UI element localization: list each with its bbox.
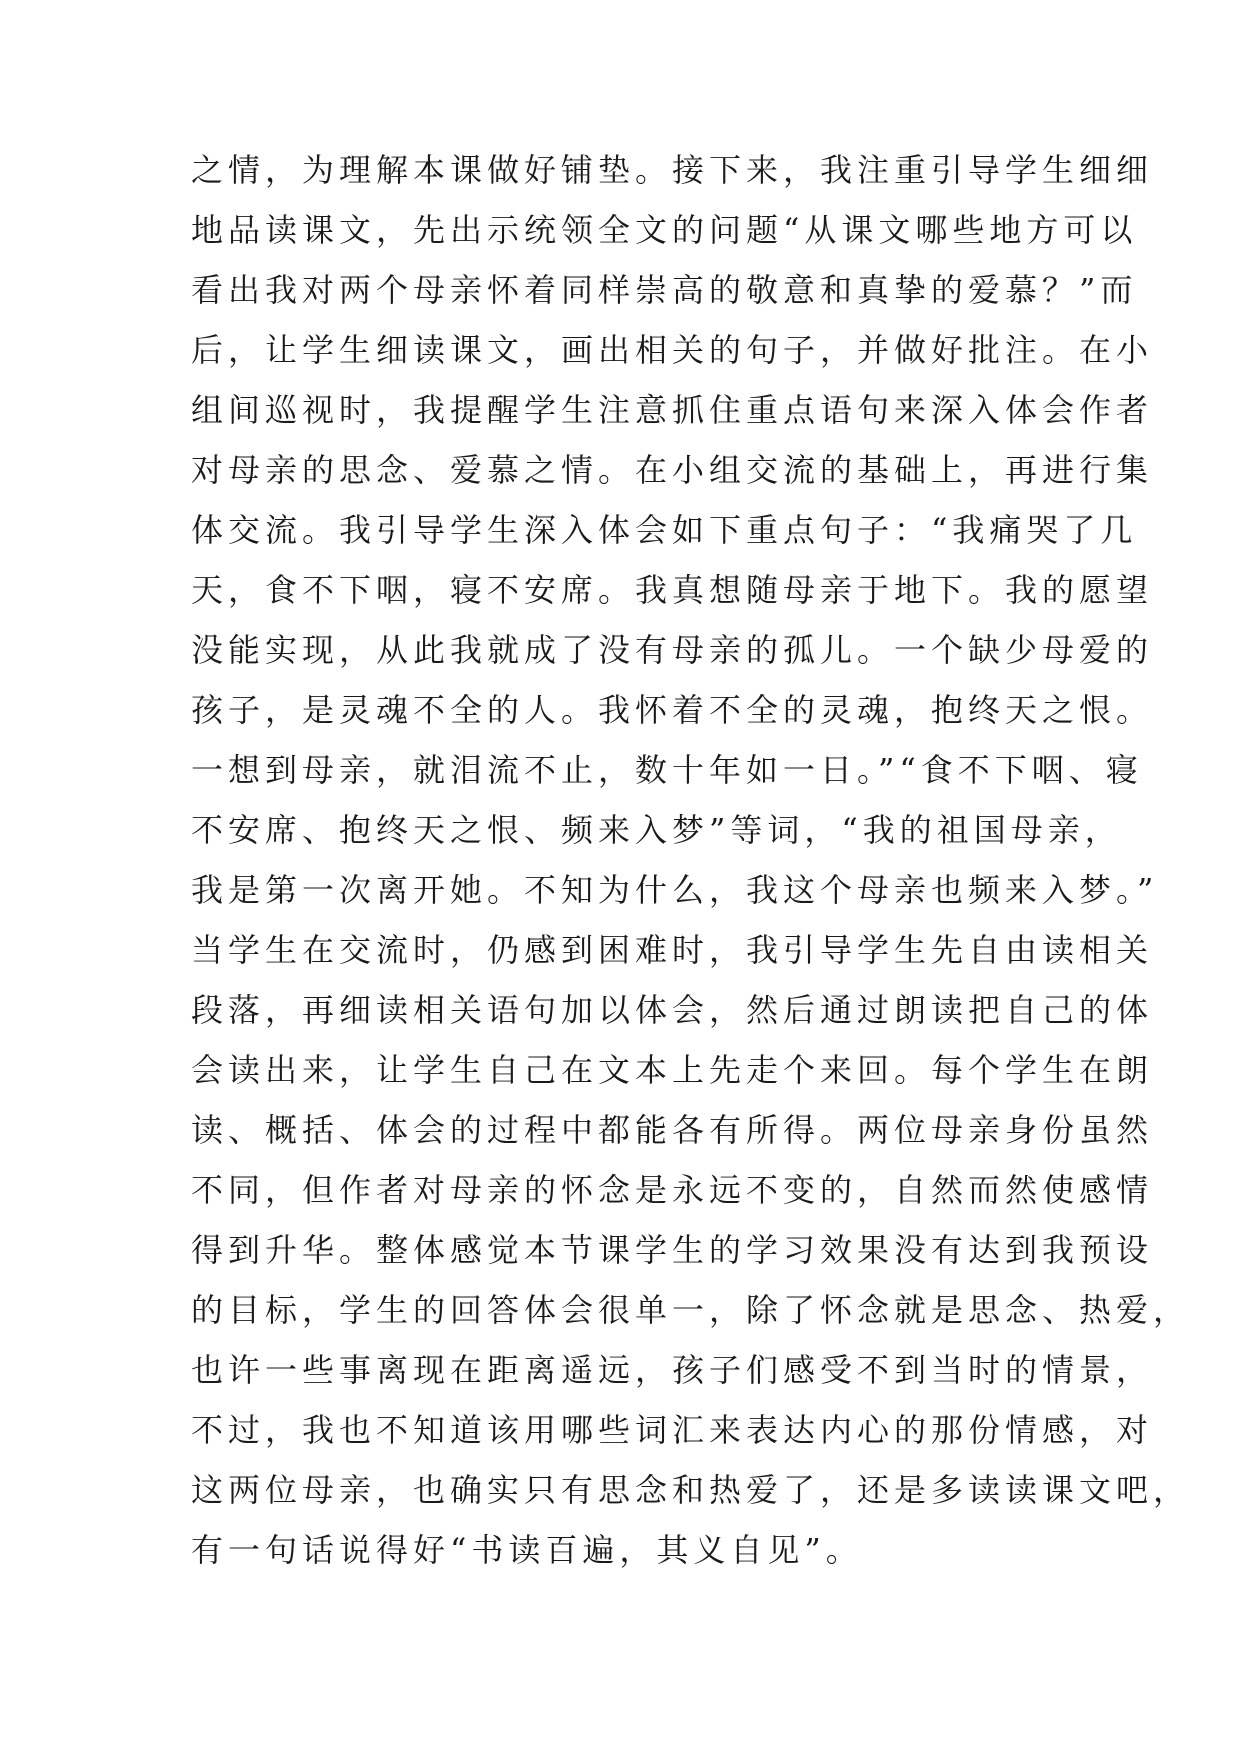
text-line: 段落，再细读相关语句加以体会，然后通过朗读把自己的体 <box>191 991 1154 1029</box>
text-line: 当学生在交流时，仍感到困难时，我引导学生先自由读相关 <box>191 931 1154 969</box>
text-line: 之情，为理解本课做好铺垫。接下来，我注重引导学生细细 <box>191 151 1154 189</box>
text-line: 会读出来，让学生自己在文本上先走个来回。每个学生在朗 <box>191 1051 1154 1089</box>
text-line: 组间巡视时，我提醒学生注意抓住重点语句来深入体会作者 <box>191 391 1154 429</box>
text-line: 的目标，学生的回答体会很单一，除了怀念就是思念、热爱， <box>191 1291 1191 1329</box>
body-text <box>191 140 1191 1580</box>
text-line: 体交流。我引导学生深入体会如下重点句子：“我痛哭了几 <box>191 511 1138 549</box>
text-line: 我是第一次离开她。不知为什么，我这个母亲也频来入梦。” <box>191 871 1159 909</box>
text-line: 不同，但作者对母亲的怀念是永远不变的，自然而然使感情 <box>191 1171 1154 1209</box>
text-line: 不安席、抱终天之恨、频来入梦”等词，“我的祖国母亲， <box>191 811 1122 849</box>
text-line: 看出我对两个母亲怀着同样崇高的敬意和真挚的爱慕？”而 <box>191 271 1138 309</box>
text-line: 不过，我也不知道该用哪些词汇来表达内心的那份情感，对 <box>191 1411 1154 1449</box>
text-line: 对母亲的思念、爱慕之情。在小组交流的基础上，再进行集 <box>191 451 1154 489</box>
text-line: 天，食不下咽，寝不安席。我真想随母亲于地下。我的愿望 <box>191 571 1154 609</box>
text-line: 孩子，是灵魂不全的人。我怀着不全的灵魂，抱终天之恨。 <box>191 691 1154 729</box>
text-line: 没能实现，从此我就成了没有母亲的孤儿。一个缺少母爱的 <box>191 631 1154 669</box>
text-line: 读、概括、体会的过程中都能各有所得。两位母亲身份虽然 <box>191 1111 1154 1149</box>
text-line: 有一句话说得好“书读百遍，其义自见”。 <box>191 1531 863 1569</box>
text-line: 后，让学生细读课文，画出相关的句子，并做好批注。在小 <box>191 331 1154 369</box>
text-line: 也许一些事离现在距离遥远，孩子们感受不到当时的情景， <box>191 1351 1154 1389</box>
text-line: 一想到母亲，就泪流不止，数十年如一日。”“食不下咽、寝 <box>191 751 1143 789</box>
text-line: 得到升华。整体感觉本节课学生的学习效果没有达到我预设 <box>191 1231 1154 1269</box>
text-line: 这两位母亲，也确实只有思念和热爱了，还是多读读课文吧， <box>191 1471 1191 1509</box>
text-line: 地品读课文，先出示统领全文的问题“从课文哪些地方可以 <box>191 211 1138 249</box>
